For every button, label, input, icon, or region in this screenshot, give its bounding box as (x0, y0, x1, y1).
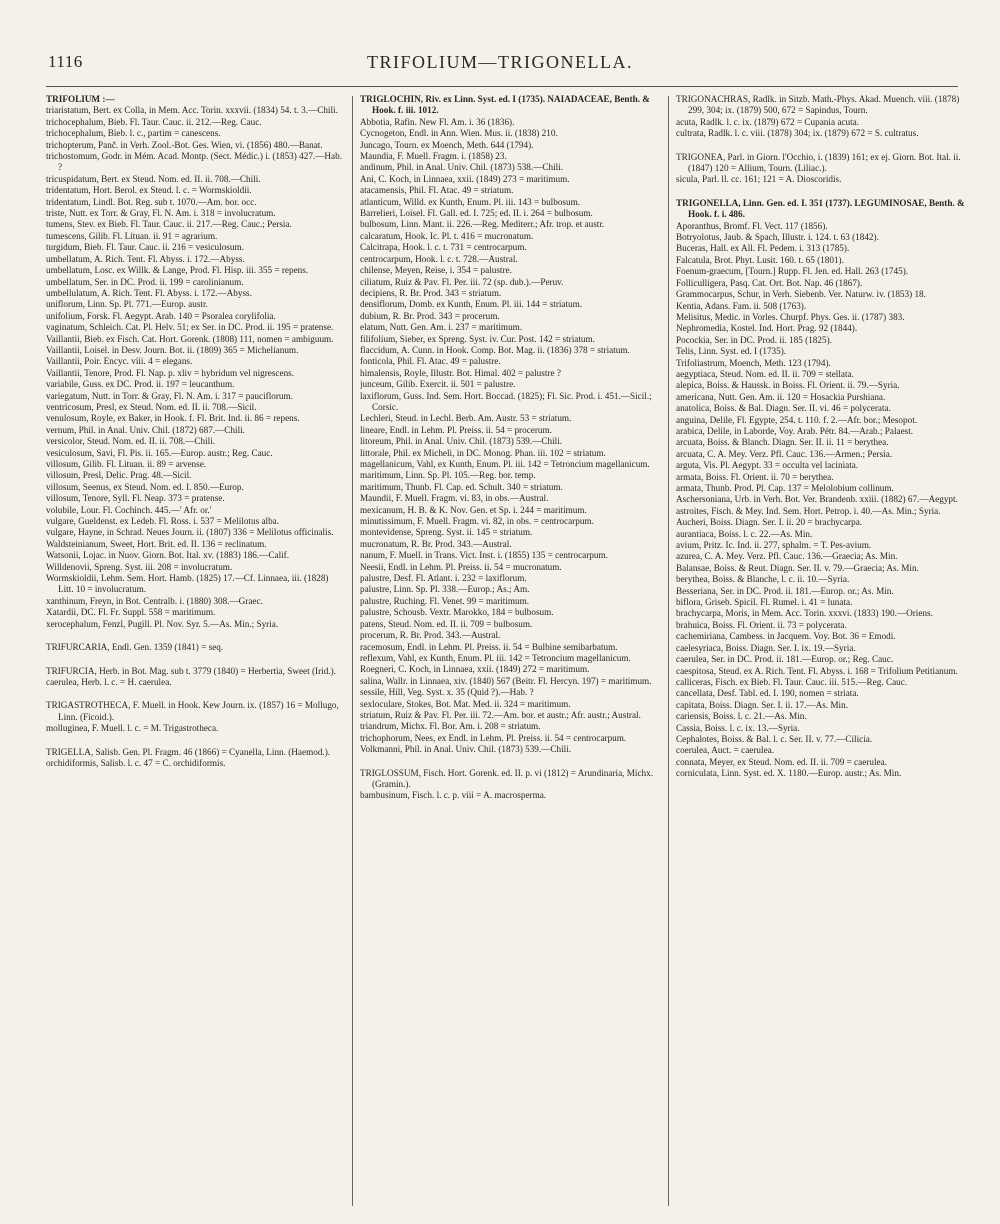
genus-heading-entry: TRIGLOCHIN, Riv. ex Linn. Syst. ed. I (1735). NAIADACEAE, Benth. & Hook. f. iii. 1012. (360, 94, 650, 116)
index-entry: tumens, Stev. ex Bieb. Fl. Taur. Cauc. ii. 217.—Reg. Cauc.; Persia. (46, 219, 292, 230)
index-entry: Buceras, Hall. ex All. Fl. Pedem. i. 313 (1785). (676, 243, 850, 254)
index-entry: tricuspidatum, Bert. ex Steud. Nom. ed. II. ii. 708.—Chili. (46, 173, 261, 184)
index-entry: sicula, Parl. ll. cc. 161; 121 = A. Dioscoridis. (676, 174, 842, 185)
index-entry: vulgare, Gueldenst. ex Ledeb. Fl. Ross. i. 537 = Melilotus alba. (46, 516, 280, 527)
index-entry: orchidiformis, Salisb. l. c. 47 = C. orchidiformis. (46, 757, 226, 768)
index-entry: arabica, Delile, in Laborde, Voy. Arab. Pétr. 84.—Arab.; Palaest. (676, 425, 914, 436)
running-title: TRIFOLIUM—TRIGONELLA. (367, 52, 633, 72)
index-entry: Cassia, Boiss. l. c. ix. 13.—Syria. (676, 722, 800, 733)
column-divider (352, 96, 353, 1206)
index-entry: sessile, Hill, Veg. Syst. x. 35 (Quid ?).—Hab. ? (360, 687, 534, 698)
index-entry: villosum, Gilib. Fl. Lituan. ii. 89 = arvense. (46, 459, 207, 469)
index-entry: calcaratum, Hook. Ic. Pl. t. 416 = mucronatum. (360, 230, 534, 241)
index-entry: TRIFURCARIA, Endl. Gen. 1359 (1841) = seq. (46, 642, 224, 653)
index-entry: Balansae, Boiss. & Reut. Diagn. Ser. II. v. 79.—Graecia; As. Min. (676, 562, 919, 573)
index-entry: ventricosum, Presl, ex Steud. Nom. ed. II. ii. 708.—Sicil. (46, 401, 257, 412)
index-entry: TRIGELLA, Salisb. Gen. Pl. Fragm. 46 (1866) = Cyanella, Linn. (Haemod.). (46, 746, 331, 757)
index-entry: caerulea, Ser. in DC. Prod. ii. 181.—Europ. or.; Reg. Cauc. (676, 654, 894, 665)
index-entry: bambusinum, Fisch. l. c. p. viii = A. macrosperma. (360, 790, 547, 801)
index-entry: caelesyriaca, Boiss. Diagn. Ser. I. ix. 19.—Syria. (676, 642, 856, 653)
index-entry: Calcitrapa, Hook. l. c. t. 731 = centrocarpum. (360, 242, 527, 253)
page-number: 1116 (48, 52, 83, 71)
index-entry: cariensis, Boiss. l. c. 21.—As. Min. (676, 711, 807, 722)
index-entry: mucronatum, R. Br. Prod. 343.—Austral. (360, 538, 512, 549)
index-entry: lineare, Endl. in Lehm. Pl. Preiss. ii. 54 = procerum. (360, 424, 552, 435)
index-entry: himalensis, Royle, Illustr. Bot. Himal. 402 = palustre ? (360, 367, 561, 378)
index-entry: Cephalotes, Boiss. & Bal. l. c. Ser. II. v. 77.—Cilicia. (676, 733, 873, 744)
index-entry: Ani, C. Koch, in Linnaea, xxii. (1849) 273 = maritimum. (360, 173, 570, 184)
index-entry: uniflorum, Linn. Sp. Pl. 771.—Europ. austr. (46, 299, 208, 310)
index-entry: maritimum, Linn. Sp. Pl. 105.—Reg. bor. temp. (360, 470, 536, 481)
index-entry: Juncago, Tourn. ex Moench, Meth. 644 (1794). (360, 139, 534, 150)
index-entry: cultrata, Radlk. l. c. viii. (1878) 304; ix. (1879) 672 = S. cultratus. (676, 128, 919, 139)
index-entry: Willdenovii, Spreng. Syst. iii. 208 = involucratum. (46, 561, 233, 572)
index-entry: arguta, Vis. Pl. Aegypt. 33 = occulta vel laciniata. (676, 460, 859, 471)
index-entry: ciliatum, Ruiz & Pav. Fl. Per. iii. 72 (sp. dub.).—Peruv. (360, 276, 564, 287)
index-entry: Grammocarpus, Schur, in Verh. Siebenb. Ver. Naturw. iv. (1853) 18. (676, 289, 926, 300)
index-entry: cancellata, Desf. Tabl. ed. I. 190, nomen = striata. (676, 688, 859, 699)
index-entry: xerocephalum, Fenzl, Pugill. Pl. Nov. Syr. 5.—As. Min.; Syria. (46, 618, 279, 629)
index-entry: azurea, C. A. Mey. Verz. Pfl. Cauc. 136.—Graecia; As. Min. (676, 551, 898, 562)
index-entry: versicolor, Steud. Nom. ed. II. ii. 708.—Chili. (46, 436, 216, 447)
index-entry: flaccidum, A. Cunn. in Hook. Comp. Bot. Mag. ii. (1836) 378 = striatum. (360, 344, 630, 355)
index-entry: Melisitus, Medic. in Vorles. Churpf. Phys. Ges. ii. (1787) 383. (676, 311, 905, 322)
header-rule (46, 86, 958, 87)
index-entry: TRIGONEA, Parl. in Giorn. l'Occhio, i. (1839) 161; ex ej. Giorn. Bot. Ital. ii. (1847) 120 = Allium, Tourn. (Liliac.). (676, 151, 961, 174)
index-entry: dubium, R. Br. Prod. 343 = procerum. (360, 310, 500, 321)
index-entry: variegatum, Nutt. in Torr. & Gray, Fl. N. Am. i. 317 = pauciflorum. (46, 390, 293, 401)
index-entry: andinum, Phil. in Anal. Univ. Chil. (1873) 538.—Chili. (360, 162, 564, 173)
index-entry: filifolium, Sieber, ex Spreng. Syst. iv. Cur. Post. 142 = striatum. (360, 333, 595, 344)
index-entry: atacamensis, Phil. Fl. Atac. 49 = striatum. (360, 185, 514, 196)
index-entry: laxiflorum, Guss. Ind. Sem. Hort. Boccad. (1825); Fl. Sic. Prod. i. 451.—Sicil.; Corsic. (360, 390, 652, 412)
genus-heading-entry: TRIGONELLA, Linn. Gen. ed. I. 351 (1737). LEGUMINOSAE, Benth. & Hook. f. i. 486. (676, 197, 965, 220)
index-entry: Wormskioldii, Lehm. Sem. Hort. Hamb. (1825) 17.—Cf. Linnaea, iii. (1828) Litt. 10 = involucratum. (46, 573, 329, 595)
index-entry: Vaillantii, Poir. Encyc. viii. 4 = elegans. (46, 356, 193, 367)
column-left (46, 94, 344, 1214)
index-entry: bulbosum, Linn. Mant. ii. 226.—Reg. Mediterr.; Afr. trop. et austr. (360, 219, 605, 230)
index-entry: montevidense, Spreng. Syst. ii. 145 = striatum. (360, 527, 533, 538)
index-entry: TRIGASTROTHECA, F. Muell. in Hook. Kew Journ. ix. (1857) 16 = Mollugo, Linn. (Ficoid.). (46, 700, 339, 722)
index-entry: atlanticum, Willd. ex Kunth, Enum. Pl. iii. 143 = bulbosum. (360, 196, 581, 207)
index-entry: trichocephalum, Bieb. l. c., partim = canescens. (46, 128, 221, 139)
index-entry: aurantiaca, Boiss. l. c. 22.—As. Min. (676, 528, 813, 539)
index-entry: turgidum, Bieb. Fl. Taur. Cauc. ii. 216 = vesiculosum. (46, 242, 244, 253)
index-entry: triaristatum, Bert. ex Colla, in Mem. Acc. Torin. xxxvii. (1834) 54. t. 3.—Chili. (46, 105, 338, 116)
index-entry: reflexum, Vahl, ex Kunth, Enum. Pl. iii. 142 = Tetroncium magellanicum. (360, 652, 631, 663)
index-entry: Aucheri, Boiss. Diagn. Ser. I. ii. 20 = brachycarpa. (676, 517, 863, 528)
index-entry: palustre, Ruching. Fl. Venet. 99 = maritimum. (360, 595, 530, 606)
column-middle (360, 94, 660, 1214)
page-header (0, 48, 1000, 78)
index-entry: triste, Nutt. ex Torr. & Gray, Fl. N. Am. i. 318 = involucratum. (46, 208, 276, 219)
index-entry: umbellulatum, A. Rich. Tent. Fl. Abyss. i. 172.—Abyss. (46, 287, 252, 298)
index-entry: Botryolotus, Jaub. & Spach, Illustr. i. 124. t. 63 (1842). (676, 232, 879, 243)
index-entry: cachemiriana, Cambess. in Jacquem. Voy. Bot. 36 = Emodi. (676, 631, 896, 642)
index-entry: caerulea, Herb. l. c. = H. caerulea. (46, 676, 172, 687)
index-entry: variabile, Guss. ex DC. Prod. ii. 197 = leucanthum. (46, 379, 235, 390)
index-entry: trichopterum, Panč. in Verh. Zool.-Bot. Ges. Wien, vi. (1856) 480.—Banat. (46, 139, 323, 150)
index-entry: sexloculare, Stokes, Bot. Mat. Med. ii. 324 = maritimum. (360, 698, 571, 709)
index-entry: palustre, Linn. Sp. Pl. 338.—Europ.; As.; Am. (360, 584, 530, 595)
index-entry: Maundia, F. Muell. Fragm. i. (1858) 23. (360, 151, 507, 162)
index-entry: anguina, Delile, Fl. Egypte, 254. t. 110. f. 2.—Afr. bor.; Mesopot. (676, 414, 918, 425)
index-entry: Abbotia, Rafin. New Fl. Am. i. 36 (1836). (360, 116, 515, 127)
index-entry: tridentatum, Hort. Berol. ex Steud. l. c. = Wormskioldii. (46, 185, 252, 196)
index-entry: brahuica, Boiss. Fl. Orient. ii. 73 = polycerata. (676, 619, 847, 630)
index-entry: Aschersoniana, Urb. in Verh. Bot. Ver. Brandenb. xxiii. (1882) 67.—Aegypt. (676, 494, 958, 505)
index-entry: litoreum, Phil. in Anal. Univ. Chil. (1873) 539.—Chili. (360, 436, 563, 447)
index-entry: vernum, Phil. in Anal. Univ. Chil. (1872) 687.—Chili. (46, 424, 245, 435)
index-entry: TRIGLOSSUM, Fisch. Hort. Gorenk. ed. II. p. vi (1812) = Arundinaria, Michx. (Gramin.). (360, 767, 654, 789)
index-entry: coerulea, Auct. = caerulea. (676, 745, 775, 756)
index-entry: trichocephalum, Bieb. Fl. Taur. Cauc. ii. 212.—Reg. Cauc. (46, 116, 262, 127)
index-entry: patens, Steud. Nom. ed. II. ii. 709 = bulbosum. (360, 618, 533, 629)
index-entry: Vaillantii, Tenore, Prod. Fl. Nap. p. xliv = hybridum vel nigrescens. (46, 367, 295, 378)
index-entry: Volkmanni, Phil. in Anal. Univ. Chil. (1873) 539.—Chili. (360, 744, 572, 755)
index-entry: Falcatula, Brot. Phyt. Lusit. 160. t. 65 (1801). (676, 254, 844, 265)
index-entry: chilense, Meyen, Reise, i. 354 = palustre. (360, 265, 512, 276)
index-entry: corniculata, Linn. Syst. ed. X. 1180.—Europ. austr.; As. Min. (676, 768, 902, 779)
index-entry: volubile, Lour. Fl. Cochinch. 445.—' Afr. or.' (46, 504, 212, 515)
index-entry: venulosum, Royle, ex Baker, in Hook. f. Fl. Brit. Ind. ii. 86 = repens. (46, 413, 300, 424)
index-entry: procerum, R. Br. Prod. 343.—Austral. (360, 630, 501, 641)
index-entry: salina, Wallr. in Linnaea, xiv. (1840) 567 (Beitr. Fl. Hercyn. 197) = maritimum. (360, 675, 652, 686)
index-entry: TRIFURCIA, Herb. in Bot. Mag. sub t. 3779 (1840) = Herbertia, Sweet (Irid.). (46, 665, 336, 676)
index-entry: armata, Thunb. Prod. Pl. Cap. 137 = Melolobium collinum. (676, 483, 894, 493)
index-entry: arcuata, C. A. Mey. Verz. Pfl. Cauc. 136.—Armen.; Persia. (676, 448, 893, 459)
index-entry: biflora, Griseb. Spicil. Fl. Rumel. i. 41 = lunata. (676, 597, 853, 608)
index-entry: Besseriana, Ser. in DC. Prod. ii. 181.—Europ. or.; As. Min. (676, 585, 894, 596)
index-entry: berythea, Boiss. & Blanche, l. c. ii. 10.—Syria. (676, 574, 850, 585)
index-entry: racemosum, Endl. in Lehm. Pl. Preiss. ii. 54 = Bulbine semibarbatum. (360, 641, 618, 652)
index-entry: mexicanum, H. B. & K. Nov. Gen. et Sp. i. 244 = maritimum. (360, 504, 587, 515)
index-entry: vaginatum, Schleich. Cat. Pl. Helv. 51; ex Ser. in DC. Prod. ii. 195 = pratense. (46, 322, 334, 333)
index-entry: Vaillantii, Bieb. ex Fisch. Cat. Hort. Gorenk. (1808) 111, nomen = ambiguum. (46, 333, 334, 344)
index-entry: calliceras, Fisch. ex Bieb. Fl. Taur. Cauc. iii. 515.—Reg. Cauc. (676, 676, 908, 687)
index-entry: anatolica, Boiss. & Bal. Diagn. Ser. II. vi. 46 = polycerata. (676, 403, 891, 414)
index-entry: tridentatum, Lindl. Bot. Reg. sub t. 1070.—Am. bor. occ. (46, 196, 257, 207)
index-entry: Pocockia, Ser. in DC. Prod. ii. 185 (1825). (676, 334, 832, 345)
index-entry: acuta, Radlk. l. c. ix. (1879) 672 = Cupania acuta. (676, 116, 860, 127)
index-entry: vesiculosum, Savi, Fl. Pis. ii. 165.—Europ. austr.; Reg. Cauc. (46, 447, 273, 458)
index-entry: tumescens, Gilib. Fl. Lituan. ii. 91 = agrarium. (46, 230, 218, 241)
index-entry: molluginea, F. Muell. l. c. = M. Trigastrotheca. (46, 723, 219, 734)
index-entry: umbellatum, Ser. in DC. Prod. ii. 199 = carolinianum. (46, 276, 244, 287)
index-entry: caespitosa, Steud. ex A. Rich. Tent. Fl. Abyss. i. 168 = Trifolium Petitianum. (676, 665, 958, 676)
index-entry: avium, Pritz. Ic. Ind. ii. 277, sphalm. = T. Pes-avium. (676, 540, 872, 551)
index-entry: armata, Boiss. Fl. Orient. ii. 70 = berythea. (676, 471, 834, 482)
index-entry: littorale, Phil. ex Micheli, in DC. Monog. Phan. iii. 102 = striatum. (360, 447, 606, 458)
index-entry: palustre, Desf. Fl. Atlant. i. 232 = laxiflorum. (360, 573, 527, 584)
index-entry: umbellatum, A. Rich. Tent. Fl. Abyss. i. 172.—Abyss. (46, 253, 245, 264)
genus-heading-entry: TRIFOLIUM :— (46, 94, 115, 104)
index-entry: brachycarpa, Moris, in Mem. Acc. Torin. xxxvi. (1833) 190.—Oriens. (676, 608, 933, 619)
index-entry: Foenum-graecum, [Tourn.] Rupp. Fl. Jen. ed. Hall. 263 (1745). (676, 266, 909, 277)
index-entry: elatum, Nutt. Gen. Am. i. 237 = maritimum. (360, 322, 523, 333)
index-entry: alepica, Boiss. & Haussk. in Boiss. Fl. Orient. ii. 79.—Syria. (676, 380, 900, 391)
column-divider (668, 96, 669, 1206)
index-entry: minutissimum, F. Muell. Fragm. vi. 82, in obs. = centrocarpum. (360, 516, 594, 527)
index-entry: Maundii, F. Muell. Fragm. vi. 83, in obs.—Austral. (360, 493, 549, 504)
index-entry: magellanicum, Vahl, ex Kunth, Enum. Pl. iii. 142 = Tetroncium magellanicum. (360, 459, 650, 469)
index-entry: trichophorum, Nees, ex Endl. in Lehm. Pl. Preiss. ii. 54 = centrocarpum. (360, 732, 627, 743)
index-entry: astroites, Fisch. & Mey. Ind. Sem. Hort. Petrop. i. 40.—As. Min.; Syria. (676, 505, 941, 516)
index-entry: arcuata, Boiss. & Blanch. Diagn. Ser. II. ii. 11 = berythea. (676, 437, 889, 448)
index-entry: Watsonii, Lojac. in Nuov. Giorn. Bot. Ital. xv. (1883) 186.—Calif. (46, 550, 290, 561)
column-right (676, 94, 966, 1214)
index-entry: Waldsteinianum, Sweet, Hort. Brit. ed. II. 136 = reclinatum. (46, 538, 267, 549)
index-entry: Nephromedia, Kostel. Ind. Hort. Prag. 92 (1844). (676, 323, 858, 334)
index-entry: Barrelieri, Loisel. Fl. Gall. ed. I. 725; ed. II. i. 264 = bulbosum. (360, 208, 593, 219)
index-entry: Lechleri, Steud. in Lechl. Berb. Am. Austr. 53 = striatum. (360, 413, 572, 424)
index-entry: fonticola, Phil. Fl. Atac. 49 = palustre. (360, 356, 501, 367)
index-entry: junceum, Gilib. Exercit. ii. 501 = palustre. (360, 379, 516, 390)
index-entry: palustre, Schousb. Vextr. Marokko, 184 = bulbosum. (360, 607, 554, 618)
index-entry: maritimum, Thunb. Fl. Cap. ed. Schult. 340 = striatum. (360, 481, 563, 492)
index-entry: Cycnogeton, Endl. in Ann. Wien. Mus. ii. (1838) 210. (360, 128, 558, 139)
index-entry: xanthinum, Freyn, in Bot. Centralb. i. (1880) 308.—Graec. (46, 595, 263, 606)
index-entry: connata, Meyer, ex Steud. Nom. ed. II. ii. 709 = caerulea. (676, 756, 887, 767)
index-entry: Folliculligera, Pasq. Cat. Ort. Bot. Nap. 46 (1867). (676, 277, 863, 288)
index-entry: Xatardii, DC. Fl. Fr. Suppl. 558 = maritimum. (46, 607, 216, 618)
index-entry: unifolium, Forsk. Fl. Aegypt. Arab. 140 = Psoralea corylifolia. (46, 310, 276, 321)
index-entry: triandrum, Michx. Fl. Bor. Am. i. 208 = striatum. (360, 721, 541, 732)
index-entry: Trifoliastrum, Moench, Meth. 123 (1794). (676, 357, 831, 368)
index-entry: umbellatum, Losc. ex Willk. & Lange, Prod. Fl. Hisp. iii. 355 = repens. (46, 265, 309, 276)
index-entry: densiflorum, Domb. ex Kunth, Enum. Pl. iii. 144 = striatum. (360, 299, 583, 310)
index-entry: striatum, Ruiz & Pav. Fl. Per. iii. 72.—Am. bor. et austr.; Afr. austr.; Austral. (360, 709, 641, 720)
index-entry: Neesii, Endl. in Lehm. Pl. Preiss. ii. 54 = mucronatum. (360, 561, 562, 572)
index-entry: villosum, Tenore, Syll. Fl. Neap. 373 = pratense. (46, 493, 225, 504)
index-entry: nanum, F. Muell. in Trans. Vict. Inst. i. (1855) 135 = centrocarpum. (360, 550, 608, 561)
index-entry: capitata, Boiss. Diagn. Ser. I. ii. 17.—As. Min. (676, 699, 848, 710)
index-entry: Roegneri, C. Koch, in Linnaea, xxii. (1849) 272 = maritimum. (360, 664, 590, 675)
index-entry: americana, Nutt. Gen. Am. ii. 120 = Hosackia Purshiana. (676, 391, 886, 402)
index-entry: trichostomum, Godr. in Mém. Acad. Montp. (Sect. Médic.) i. (1853) 427.—Hab. ? (46, 151, 342, 173)
index-entry: villosum, Presl, Delic. Prag. 48.—Sicil. (46, 470, 192, 481)
index-entry: decipiens, R. Br. Prod. 343 = striatum. (360, 287, 502, 298)
index-entry: aegyptiaca, Steud. Nom. ed. II. ii. 709 = stellata. (676, 368, 854, 379)
index-entry: villosum, Seenus, ex Steud. Nom. ed. I. 850.—Europ. (46, 481, 244, 492)
index-entry: TRIGONACHRAS, Radlk. in Sitzb. Math.-Phys. Akad. Muench. viii. (1878) 299, 304; ix. (1879) 500, 672 = Sapindus, Tourn. (676, 94, 960, 116)
index-entry: centrocarpum, Hook. l. c. t. 728.—Austral. (360, 253, 518, 264)
index-entry: Telis, Linn. Syst. ed. I (1735). (676, 346, 787, 357)
index-entry: Aporanthus, Bromf. Fl. Vect. 117 (1856). (676, 220, 828, 231)
index-entry: vulgare, Hayne, in Schrad. Neues Journ. ii. (1807) 336 = Melilotus officinalis. (46, 527, 334, 538)
index-entry: Kentia, Adans. Fam. ii. 508 (1763). (676, 300, 807, 311)
index-entry: Vaillantii, Loisel. in Desv. Journ. Bot. ii. (1809) 365 = Michelianum. (46, 344, 299, 355)
